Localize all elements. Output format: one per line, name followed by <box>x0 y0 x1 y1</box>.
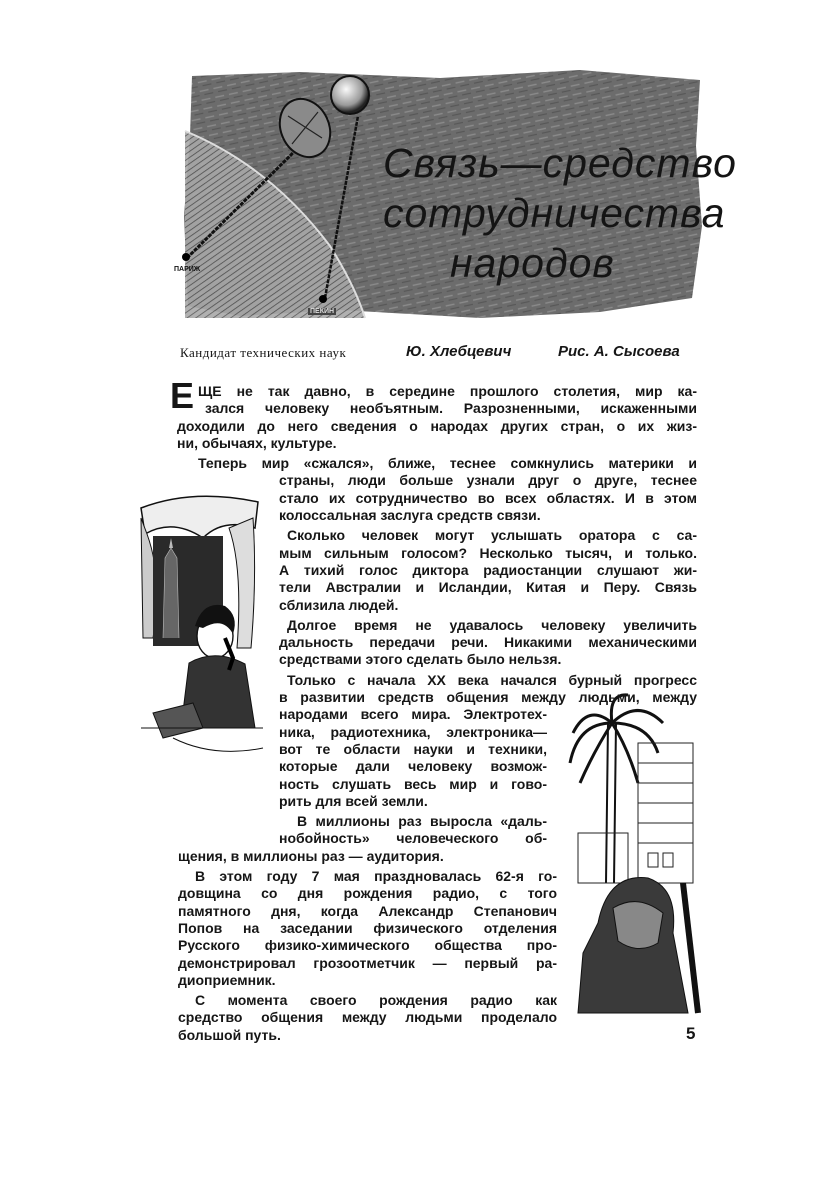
text-line: Только с начала XX века начался бурный прогресс <box>287 671 697 688</box>
text-line: Теперь мир «сжался», ближе, теснее сомкнулись материки и <box>198 455 697 472</box>
map-label-peking: ПЕКИН <box>310 308 335 315</box>
text-line: нобойность» человеческого об- <box>279 830 547 847</box>
text-line: страны, люди больше узнали друг о друге, теснее <box>279 472 697 489</box>
text-line: стало их сотрудничество во всех областях. И в этом <box>279 489 697 506</box>
text-line: средство общения между людьми проделало <box>178 1009 557 1026</box>
text-line: довщина со дня рождения радио, с того <box>178 885 557 902</box>
illustrator-credit: Рис. А. Сысоева <box>558 343 680 360</box>
text-line: щения, в миллионы раз — аудитория. <box>178 847 444 864</box>
author-name: Ю. Хлебцевич <box>406 343 512 360</box>
byline <box>180 343 702 363</box>
text-line: А тихий голос диктора радиостанции слушают жи- <box>279 561 697 578</box>
text-line: доходили до него сведения о народах других стран, о их жиз- <box>177 417 697 434</box>
title-line-2: сотрудничества <box>383 190 726 236</box>
page-number: 5 <box>686 1024 696 1043</box>
text-line: рить для всей земли. <box>279 792 428 809</box>
text-line: средствами этого сделать было нельзя. <box>279 651 562 668</box>
text-line: народами всего мира. Электротех- <box>279 706 547 723</box>
title-line-1: Связь—средство <box>383 140 737 186</box>
text-line: большой путь. <box>178 1026 281 1043</box>
map-label-paris: ПАРИЖ <box>174 266 201 273</box>
title-line-3: народов <box>450 240 615 286</box>
text-line: колоссальная заслуга средств связи. <box>279 507 541 524</box>
text-line: ника, радиотехника, электроника— <box>279 723 547 740</box>
author-position: Кандидат технических наук <box>180 345 347 360</box>
text-line: зался человеку необъятным. Разрозненными, искаженными <box>205 400 697 417</box>
text-line: В этом году 7 мая праздновалась 62-я го- <box>195 868 557 885</box>
text-line: дальность передачи речи. Никакими механическими <box>279 634 697 651</box>
text-line: мым сильным голосом? Несколько тысяч, и только. <box>279 544 697 561</box>
text-line: которые дали человеку возмож- <box>279 758 547 775</box>
text-line: диоприемник. <box>178 971 276 988</box>
text-line: В миллионы раз выросла «даль- <box>297 813 547 830</box>
text-line: Сколько человек могут услышать оратора с са- <box>287 527 697 544</box>
text-line: Долгое время не удавалось человеку увеличить <box>287 616 697 633</box>
text-line: сблизила людей. <box>279 596 399 613</box>
text-line: ЩЕ не так давно, в середине прошлого столетия, мир ка- <box>198 383 697 399</box>
title-banner <box>174 66 737 324</box>
text-line: ни, обычаях, культуре. <box>177 434 337 451</box>
text-line: вот те области науки и техники, <box>279 740 547 757</box>
text-line: Русского физико-химического общества про- <box>178 937 557 954</box>
text-line: Попов на заседании физического отделения <box>178 919 557 936</box>
text-line: в развитии средств общения между людьми, между <box>279 689 697 706</box>
text-line: памятного дня, когда Александр Степанович <box>178 902 557 919</box>
article-body <box>0 383 840 1044</box>
text-line: ность слушать весь мир и гово- <box>279 775 547 792</box>
text-line: демонстрировал грозоотметчик — первый ра- <box>178 954 557 971</box>
text-line: тели Австралии и Исландии, Китая и Перу. Связь <box>279 579 697 596</box>
text-line: С момента своего рождения радио как <box>195 992 557 1009</box>
drop-cap: Е <box>170 375 195 416</box>
